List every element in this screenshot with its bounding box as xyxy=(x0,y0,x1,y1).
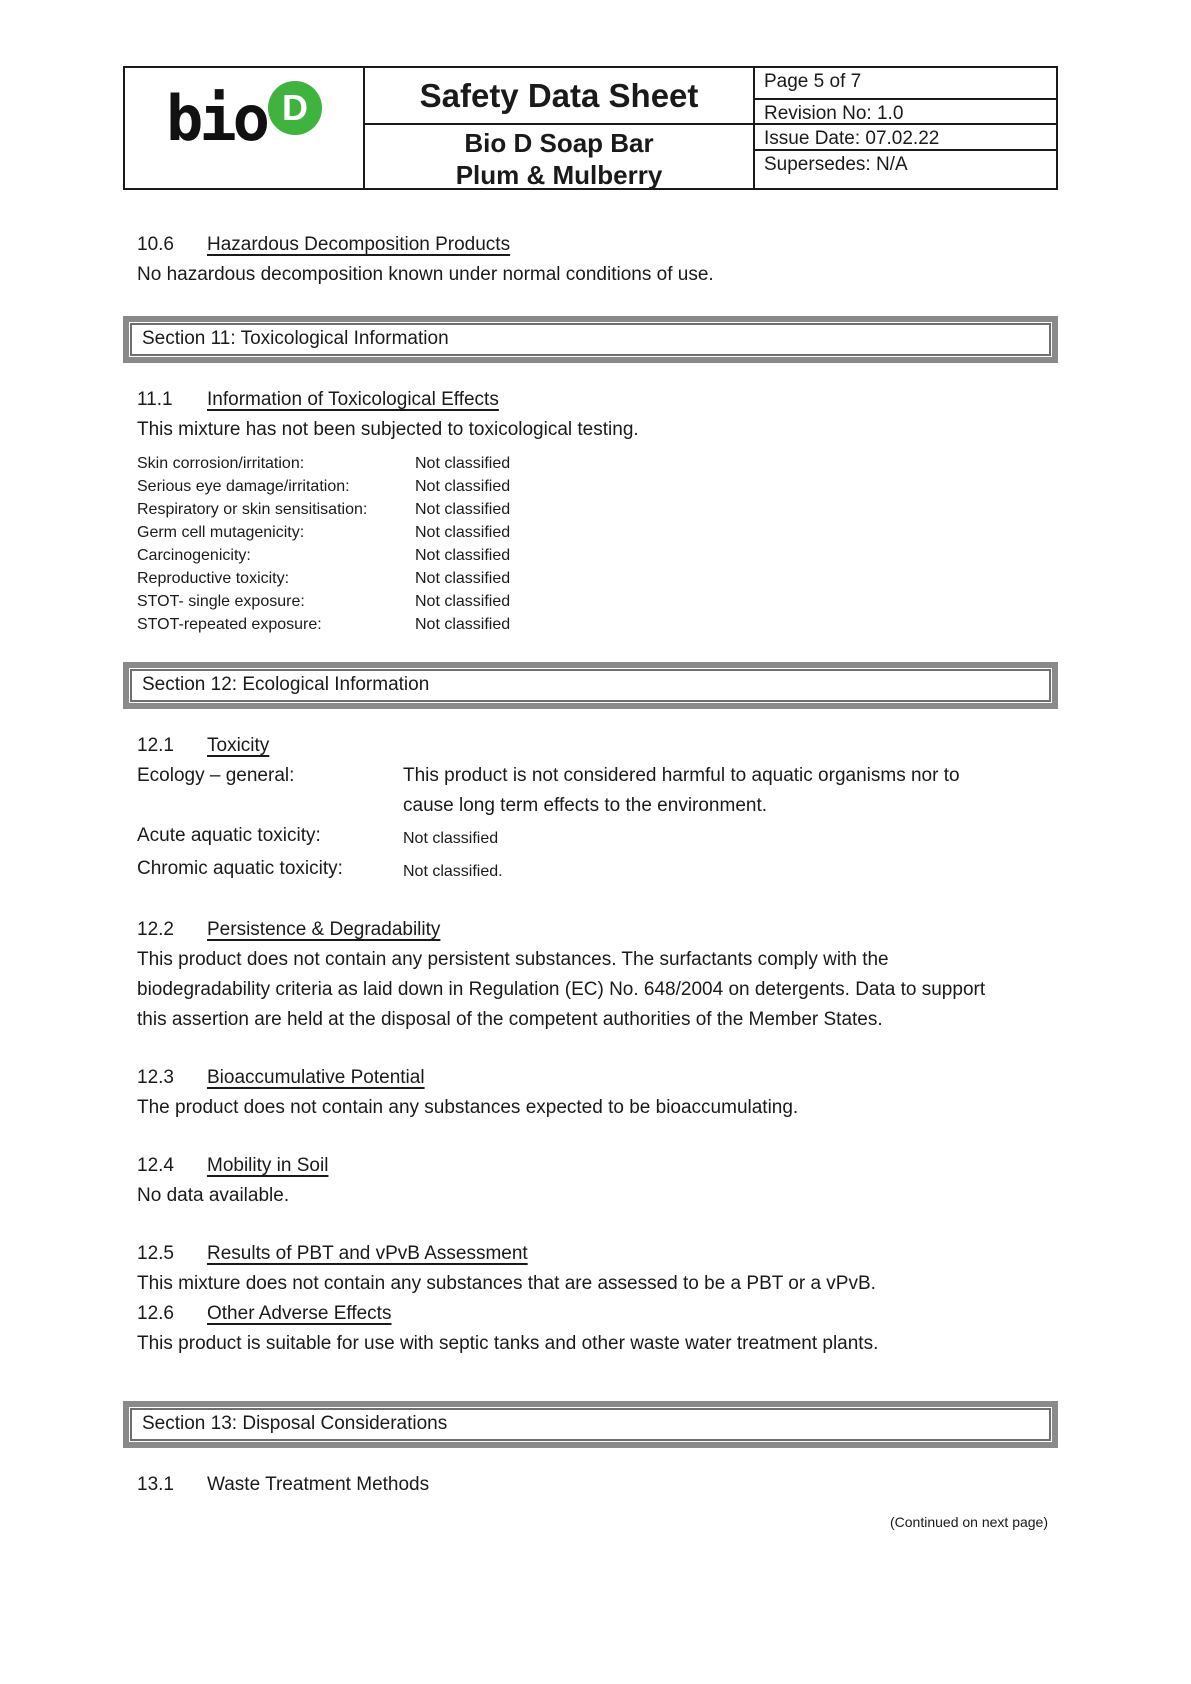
heading-12-1 xyxy=(137,731,1058,761)
table-row xyxy=(137,590,1058,613)
heading-number: 10.6 xyxy=(137,234,174,255)
row-value: Not classified xyxy=(415,524,511,541)
paragraph-11-1: This mixture has not been subjected to toxicological testing. xyxy=(137,419,639,440)
heading-title: Waste Treatment Methods xyxy=(207,1474,430,1495)
table-row xyxy=(137,475,1058,498)
section-13-title: Section 13: Disposal Considerations xyxy=(130,1408,1051,1441)
heading-title: Information of Toxicological Effects xyxy=(207,389,499,410)
table-row xyxy=(137,613,1058,636)
heading-10-6 xyxy=(137,230,1058,260)
table-row xyxy=(137,854,1058,887)
toxicology-table xyxy=(137,452,1058,636)
heading-title: Mobility in Soil xyxy=(207,1155,329,1176)
heading-title: Toxicity xyxy=(207,735,270,756)
paragraph-12-3: The product does not contain any substances expected to be bioaccumulating. xyxy=(137,1097,799,1118)
section-12-title: Section 12: Ecological Information xyxy=(130,669,1051,702)
row-value: Not classified. xyxy=(403,863,503,880)
row-label: Acute aquatic toxicity: xyxy=(137,825,321,846)
supersedes: Supersedes: N/A xyxy=(755,151,1056,188)
row-value: This product is not considered harmful to aquatic organisms nor to cause long term effects to the environment. xyxy=(403,765,960,816)
row-value: Not classified xyxy=(415,501,511,518)
heading-12-4 xyxy=(137,1151,1058,1181)
row-value: Not classified xyxy=(403,830,499,847)
table-row xyxy=(137,544,1058,567)
heading-title: Results of PBT and vPvB Assessment xyxy=(207,1243,528,1264)
document-header-table xyxy=(123,66,1058,190)
row-value: Not classified xyxy=(415,478,511,495)
heading-13-1 xyxy=(137,1470,1058,1500)
heading-title: Bioaccumulative Potential xyxy=(207,1067,425,1088)
logo-cell xyxy=(125,68,365,188)
heading-number: 12.4 xyxy=(137,1155,174,1176)
table-row xyxy=(137,821,1058,854)
section-13-bar xyxy=(123,1401,1058,1448)
table-row xyxy=(137,498,1058,521)
table-row xyxy=(137,761,1058,821)
heading-12-5 xyxy=(137,1239,1058,1269)
heading-number: 11.1 xyxy=(137,389,173,410)
paragraph-12-4: No data available. xyxy=(137,1185,290,1206)
heading-number: 12.3 xyxy=(137,1067,174,1088)
row-value: Not classified xyxy=(415,616,511,633)
heading-number: 12.2 xyxy=(137,919,174,940)
heading-12-3 xyxy=(137,1063,1058,1093)
row-label: Carcinogenicity: xyxy=(137,547,251,564)
row-value: Not classified xyxy=(415,593,511,610)
product-name-line2: Plum & Mulberry xyxy=(455,160,663,190)
row-label: Chromic aquatic toxicity: xyxy=(137,858,343,879)
row-label: STOT- single exposure: xyxy=(137,593,305,610)
heading-11-1 xyxy=(137,385,1058,415)
continued-note: (Continued on next page) xyxy=(890,1514,1048,1530)
paragraph-10-6: No hazardous decomposition known under normal conditions of use. xyxy=(137,264,714,285)
table-row xyxy=(137,521,1058,544)
heading-number: 12.1 xyxy=(137,735,174,756)
row-label: Ecology – general: xyxy=(137,765,295,786)
document-title-cell xyxy=(365,68,755,125)
bio-d-logo-badge-icon: D xyxy=(268,81,322,135)
row-label: STOT-repeated exposure: xyxy=(137,616,322,633)
heading-number: 12.6 xyxy=(137,1303,174,1324)
row-value: Not classified xyxy=(415,547,511,564)
ecology-table xyxy=(137,761,1058,887)
row-value: Not classified xyxy=(415,455,511,472)
page-number: Page 5 of 7 xyxy=(755,68,1056,100)
section-11-bar xyxy=(123,316,1058,363)
heading-number: 12.5 xyxy=(137,1243,174,1264)
issue-date: Issue Date: 07.02.22 xyxy=(755,125,1056,151)
heading-12-2 xyxy=(137,915,1058,945)
row-label: Skin corrosion/irritation: xyxy=(137,455,305,472)
revision-number: Revision No: 1.0 xyxy=(755,100,1056,125)
paragraph-12-2: This product does not contain any persistent substances. The surfactants comply with the biodegradability criteria as laid down in Regulation (EC) No. 648/2004 on detergents. Data to support this assertion are held at the disposal of the competent authorities of the Member States. xyxy=(137,949,986,1030)
heading-number: 13.1 xyxy=(137,1474,174,1495)
paragraph-12-5: This mixture does not contain any substances that are assessed to be a PBT or a vPvB. xyxy=(137,1273,876,1294)
row-label: Serious eye damage/irritation: xyxy=(137,478,350,495)
table-row xyxy=(137,567,1058,590)
paragraph-12-6: This product is suitable for use with septic tanks and other waste water treatment plants. xyxy=(137,1333,879,1354)
row-label: Respiratory or skin sensitisation: xyxy=(137,501,368,518)
bio-d-logo: bio xyxy=(166,82,266,155)
heading-12-6 xyxy=(137,1299,1058,1329)
table-row xyxy=(137,452,1058,475)
heading-title: Hazardous Decomposition Products xyxy=(207,234,511,255)
product-name-cell xyxy=(365,125,755,188)
row-label: Reproductive toxicity: xyxy=(137,570,290,587)
row-value: Not classified xyxy=(415,570,511,587)
product-name-line1: Bio D Soap Bar xyxy=(464,128,654,158)
heading-title: Persistence & Degradability xyxy=(207,919,441,940)
row-label: Germ cell mutagenicity: xyxy=(137,524,305,541)
document-title: Safety Data Sheet xyxy=(419,76,699,114)
section-11-title: Section 11: Toxicological Information xyxy=(130,323,1051,356)
section-12-bar xyxy=(123,662,1058,709)
heading-title: Other Adverse Effects xyxy=(207,1303,392,1324)
page-content xyxy=(123,66,1058,1530)
